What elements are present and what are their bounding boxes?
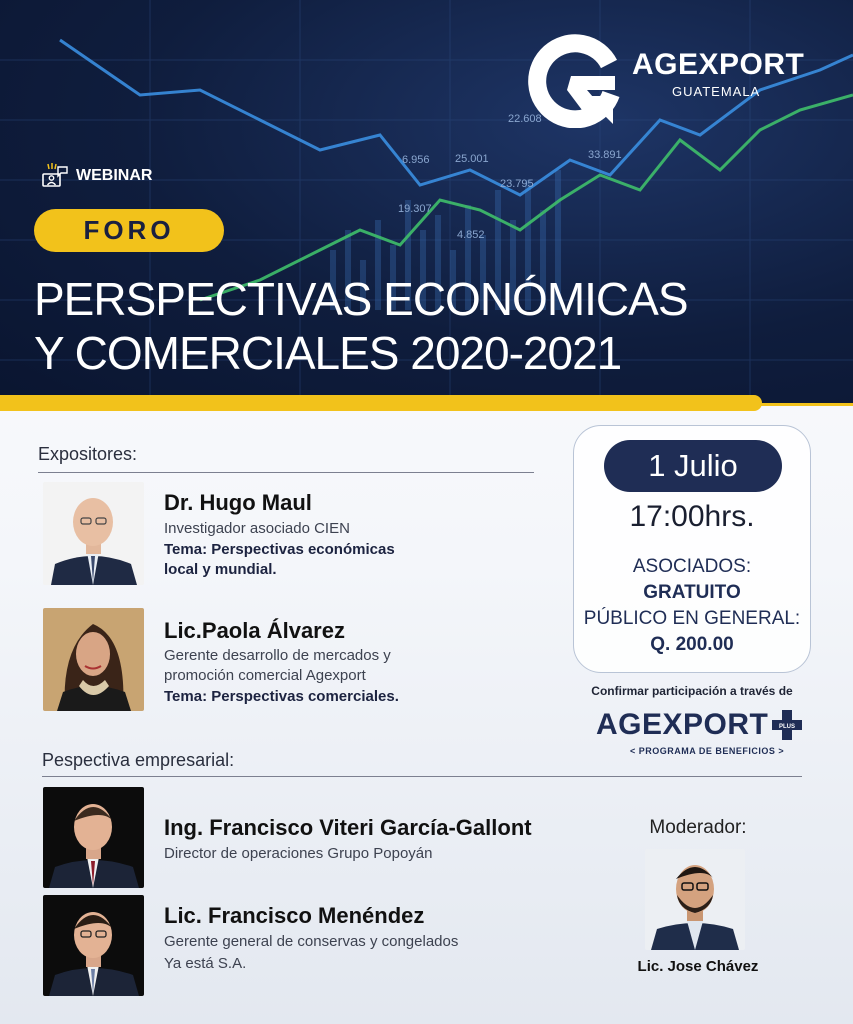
agexport-plus-logo: [596, 708, 806, 760]
chart-number: 25.001: [455, 153, 489, 165]
members-price: GRATUITO: [643, 582, 741, 603]
speaker-name: Ing. Francisco Viteri García-Gallont: [164, 815, 532, 840]
speaker-role: Investigador asociado CIEN: [164, 520, 350, 537]
section-label-expositores: Expositores:: [38, 444, 138, 464]
speaker-photo-francisco-viteri: [43, 787, 144, 888]
speaker-topic: local y mundial.: [164, 561, 277, 578]
event-title-line-1: PERSPECTIVAS ECONÓMICAS: [34, 273, 688, 325]
webinar-label: WEBINAR: [76, 167, 153, 184]
webinar-tag: [40, 160, 152, 192]
members-label: ASOCIADOS:: [632, 556, 752, 577]
event-title-line-2: Y COMERCIALES 2020-2021: [34, 327, 622, 379]
plus-tag: PLUS: [778, 724, 796, 730]
brand-subtitle: GUATEMALA: [672, 84, 761, 99]
speaker-photo-francisco-menendez: [43, 895, 144, 996]
speaker-photo-paola-alvarez: [43, 608, 144, 711]
section-rule: [42, 776, 802, 777]
plus-icon: [772, 710, 802, 740]
yellow-divider-bar: [0, 395, 762, 411]
moderator-name: Lic. Jose Chávez: [637, 958, 759, 975]
speaker-role: Gerente desarrollo de mercados y: [164, 647, 391, 664]
speaker-role: promoción comercial Agexport: [164, 667, 366, 684]
webinar-presenter-icon: [40, 161, 70, 191]
portrait-man-beard-glasses: [645, 849, 745, 950]
speaker-topic: Tema: Perspectivas económicas: [164, 541, 395, 558]
chart-number: 4.852: [457, 229, 485, 241]
chart-number: 19.307: [398, 203, 432, 215]
speaker-role: Director de operaciones Grupo Popoyán: [164, 845, 433, 862]
speaker-role: Gerente general de conservas y congelados: [164, 933, 459, 950]
speaker-topic: Tema: Perspectivas comerciales.: [164, 688, 399, 705]
brand-name: AGEXPORT: [632, 48, 805, 81]
event-date: 1 Julio: [604, 440, 782, 492]
speaker-name: Lic. Francisco Menéndez: [164, 903, 425, 928]
public-label: PÚBLICO EN GENERAL:: [583, 608, 801, 629]
section-label-empresarial: Pespectiva empresarial:: [42, 750, 235, 770]
hero-banner: [0, 0, 853, 405]
portrait-woman: [43, 608, 144, 711]
section-rule: [38, 472, 534, 473]
speaker-name: Lic.Paola Álvarez: [164, 618, 345, 643]
speaker-photo-hugo-maul: [43, 482, 144, 585]
public-price: Q. 200.00: [650, 634, 734, 655]
chart-number: 23.795: [500, 178, 534, 190]
speaker-name: Dr. Hugo Maul: [164, 490, 312, 515]
chart-number: 33.891: [588, 149, 622, 161]
moderator-photo: [645, 849, 745, 950]
plus-brand-name: AGEXPORT: [596, 708, 769, 741]
confirm-text: Confirmar participación a través de: [591, 684, 793, 698]
foro-badge: FORO: [34, 209, 224, 252]
portrait-man-suit: [43, 787, 144, 888]
portrait-man-glasses-suit: [43, 895, 144, 996]
event-time: 17:00hrs.: [629, 500, 755, 533]
portrait-man-glasses: [43, 482, 144, 585]
plus-subtitle: < PROGRAMA DE BENEFICIOS >: [630, 746, 785, 756]
agexport-g-arrow-icon: [527, 34, 621, 128]
speaker-role: Ya está S.A.: [164, 955, 247, 972]
moderator-label: Moderador:: [649, 817, 747, 838]
chart-number: 22.608: [508, 113, 542, 125]
chart-number: 6.956: [402, 154, 430, 166]
agexport-logo: [527, 34, 827, 129]
